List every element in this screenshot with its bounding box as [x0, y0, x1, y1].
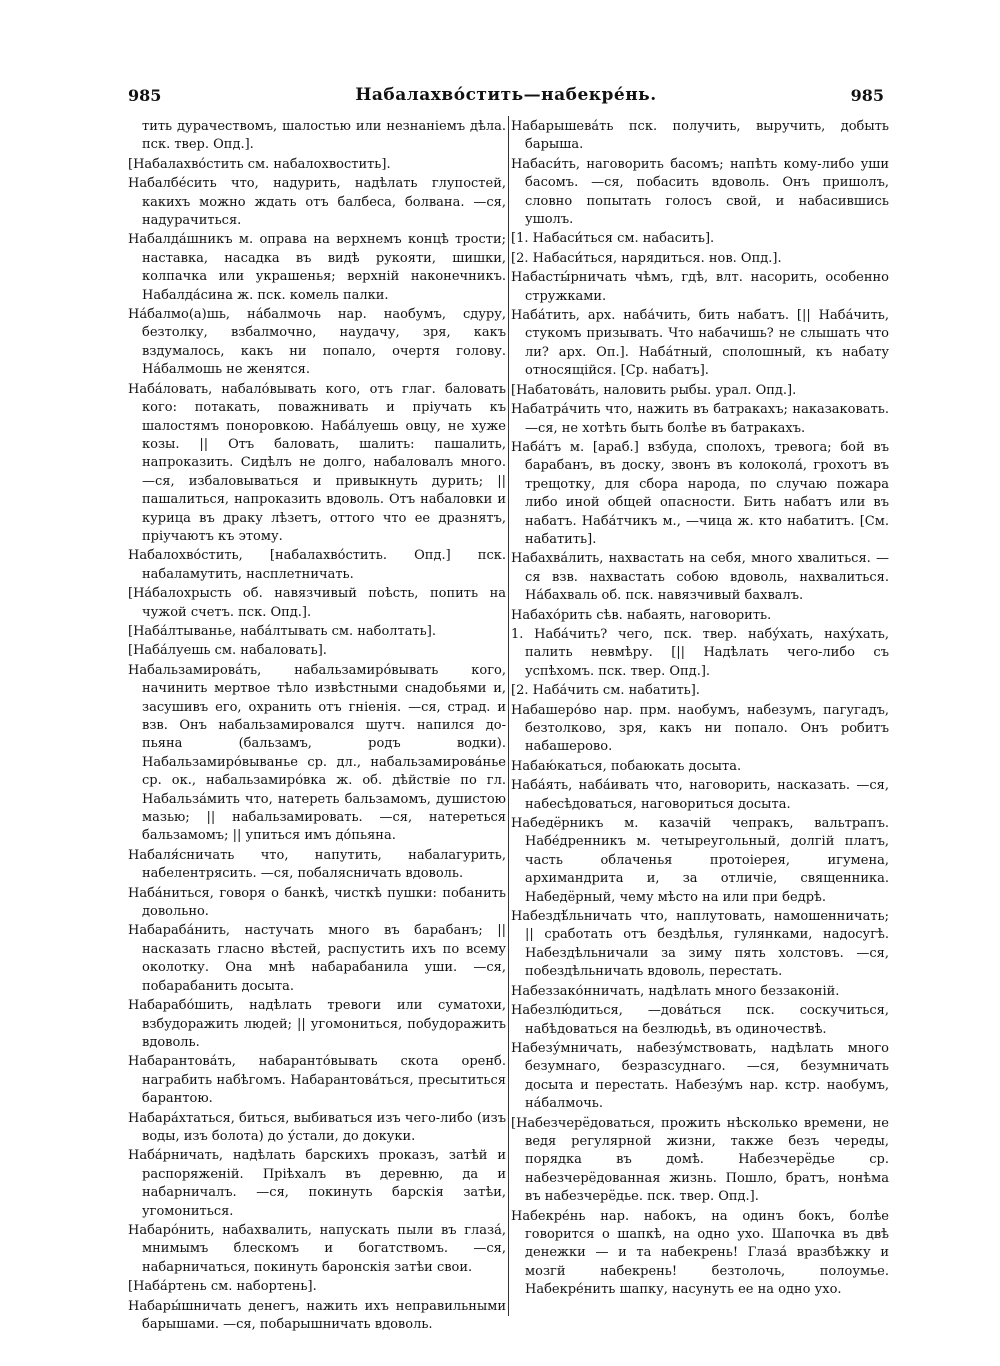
dictionary-entry: Набездѣ́льничать что, наплутовать, намошенничать; || сработать отъ бездѣлья, гулянками, надосугѣ. Набездѣльничали за зиму пять холстовъ. —ся, побездѣльничать вдоволь, перестать.	[511, 909, 889, 980]
dictionary-entry: Набашеро́во нар. прм. наобумъ, набезумъ, пагугадъ, безтолково, зря, какъ ни попало. Онъ робитъ набашерово.	[511, 702, 889, 755]
page-number-left: 985	[128, 85, 162, 105]
dictionary-entry: Набарантова́ть, набаранто́вывать скота оренб. награбить набѣгомъ. Набарантова́ться, пресытиться барантою.	[128, 1054, 506, 1107]
running-title: Набалахво́стить—набекре́нь.	[355, 85, 657, 105]
dictionary-entry: [2. Наба́чить см. набатить].	[511, 683, 700, 699]
dictionary-entry: Набары́шничать денегъ, нажить ихъ неправильными барышами. —ся, побарышничать вдоволь.	[128, 1298, 506, 1332]
page-header	[128, 80, 884, 110]
dictionary-entry: Набахо́рить сѣв. набаять, наговорить.	[511, 607, 772, 623]
dictionary-entry: Наба́ять, наба́ивать что, наговорить, насказать. —ся, набесѣдоваться, наговориться досыта.	[511, 778, 889, 812]
dictionary-entry: Набедёрникъ м. казачiй чепракъ, вальтрапъ. Набе́дренникъ м. четыреугольный, долгiй платъ, часть облаченья протоiерея, игумена, архимандрита и, за отличiе, священника. Набедёрный, чему мѣсто на или при бедрѣ.	[511, 816, 889, 905]
dictionary-entry: Наба́ниться, говоря о банкѣ, чисткѣ пушки: побанить довольно.	[128, 885, 506, 920]
dictionary-entry: Набалохво́стить, [набалахво́стить. Опд.] пск. набаламутить, насплетничать.	[128, 548, 506, 582]
dictionary-entry: Набаля́сничать что, напутить, набалагурить, набелентрясить. —ся, побалясничать вдоволь.	[128, 847, 506, 882]
dictionary-entry: Набезлю́диться, —дова́ться пск. соскучиться, набѣдоваться на безлюдьѣ, въ одиночествѣ.	[511, 1003, 889, 1037]
dictionary-entry: Набаси́ть, наговорить басомъ; напѣть кому-либо уши басомъ. —ся, побасить вдоволь. Онъ пришолъ, словно попытать голосъ свой, и набасившись ушолъ.	[511, 156, 889, 228]
dictionary-entry: На́балмо(а)шь, на́балмочь нар. наобумъ, сдуру, безтолку, взбалмочно, наудачу, зря, какъ вздумалось, какъ ни попало, очертя голову. На́балмошь не женятся.	[128, 307, 506, 378]
dictionary-entry: Набаю́каться, побаюкать досыта.	[511, 758, 742, 774]
dictionary-entry: Наба́ловать, набало́вывать кого, отъ глаг. баловать кого: потакать, поважнивать и прiучать къ шалостямъ поноровкою. Наба́луешь овцу, не хуже козы. || Отъ баловать, шалить: пашалить, напроказить. Сидѣлъ не долго, набаловалъ много. —ся, избаловываться и привыкнуть дурить; || пашалиться, напроказить вдоволь. Отъ набаловки и курица въ драку лѣзетъ, оттого что ее дразнятъ, прiучаютъ къ этому.	[128, 381, 506, 544]
dictionary-entry: Наба́тить, арх. наба́чить, бить набатъ. [|| Наба́чить, стукомъ призывать. Что набачишь? не слышать что ли? арх. Оп.]. Наба́тный, сполошный, къ набату относящiйся. [Ср. набатъ].	[511, 308, 889, 379]
dictionary-entry: Наба́тъ м. [араб.] взбуда, сполохъ, тревога; бой въ барабанъ, въ доску, звонъ въ колокола́, грохотъ въ трещотку, для сбора народа, по случаю пожара либо иной общей опасности. Бить набатъ или въ набатъ. Наба́тчикъ м., —чица ж. кто набатитъ. [См. набатить].	[511, 439, 889, 547]
dictionary-entry: Набара́хтаться, биться, выбиваться изъ чего-либо (изъ воды, изъ болота) до у́стали, до докуки.	[128, 1110, 506, 1144]
dictionary-entry: Набекре́нь нар. набокъ, на одинъ бокъ, болѣе говорится о шапкѣ, на одно ухо. Шапочка въ двѣ денежки — и та набекрень! Глаза́ вразбѣжку и мозгй набекрень! безтолочь, полоумье. Набекре́нить шапку, насунуть ее на одно ухо.	[511, 1208, 889, 1298]
dictionary-entry: [Наба́лтыванье, наба́лтывать см. наболтать].	[128, 623, 436, 639]
dictionary-entry: тить дурачествомъ, шалостью или незнанiемъ дѣла. пск. твер. Опд.].	[142, 119, 506, 153]
dictionary-entry: Набальзамирова́ть, набальзамиро́вывать кого, начинить мертвое тѣло извѣстными снадобьями и, засушивъ его, охранить отъ гнiенiя. —ся, страд. и взв. Онъ набальзамировался шутч. напился до-пьяна (бальзамъ, родъ водки). Набальзамиро́выванье ср. дл., набальзамирова́нье ср. ок., набальзамиро́вка ж. об. дѣйствiе по гл. Набальза́мить что, натереть бальзамомъ, душистою мазью; || набальзамировать. —ся, натереться бальзамомъ; || упиться имъ до́пьяна.	[128, 662, 506, 844]
dictionary-entry: [Наба́луешь см. набаловать].	[128, 643, 327, 659]
page-number-right: 985	[850, 85, 884, 105]
dictionary-entry: Набеззако́нничать, надѣлать много беззаконiй.	[511, 983, 840, 999]
dictionary-entry: Набараба́нить, настучать много въ барабанъ; || насказать гласно вѣстей, распустить ихъ по всему околотку. Она мнѣ набарабанила уши. —ся, побарабанить досыта.	[128, 923, 506, 994]
dictionary-entry: [На́балохрысть об. навязчивый поѣсть, попить на чужой счетъ. пск. Опд.].	[128, 586, 506, 620]
dictionary-entry: 1. Наба́чить? чего, пск. твер. набу́хать, наху́хать, палить невмѣру. [|| Надѣлать чего-либо съ успѣхомъ. пск. твер. Опд.].	[511, 626, 889, 679]
dictionary-entry: Набаро́нить, набахвалить, напускать пыли въ глаза́, мнимымъ блескомъ и богатствомъ. —ся, набарничаться, покинуть баронскiя затѣи свои.	[128, 1222, 506, 1275]
dictionary-entry: Набезу́мничать, набезу́мствовать, надѣлать много безумнаго, безразсуднаго. —ся, безумничать досыта и перестать. Набезу́мъ нар. кстр. наобумъ, на́балмочь.	[511, 1040, 889, 1112]
dictionary-entry: Наба́рничать, надѣлать барскихъ проказъ, затѣй и распоряженiй. Прiѣхалъ въ деревню, да и набарничалъ. —ся, покинуть барскiя затѣи, угомониться.	[128, 1148, 506, 1219]
dictionary-entry: Набалбе́сить что, надурить, надѣлать глупостей, какихъ можно ждать отъ балбеса, болвана. —ся, надурачиться.	[128, 176, 506, 229]
dictionary-entry: Набалда́шникъ м. оправа на верхнемъ концѣ трости; наставка, насадка въ видѣ рукояти, шишки, колпачка или украшенья; верхнiй наконечникъ. Набалда́сина ж. пск. комель палки.	[128, 232, 506, 303]
dictionary-entry: [1. Набаси́ться см. набасить].	[511, 231, 715, 247]
dictionary-entry: [2. Набаси́ться, нарядиться. нов. Опд.].	[511, 250, 782, 266]
dictionary-entry: [Набалахво́стить см. набалохвостить].	[128, 156, 391, 172]
dictionary-entry: Набатра́чить что, нажить въ батракахъ; наказаковать. —ся, не хотѣть быть болѣе въ батракахъ.	[511, 402, 889, 436]
dictionary-entry: [Наба́ртень см. набортень].	[128, 1279, 317, 1295]
dictionary-entry: Набарабо́шить, надѣлать тревоги или суматохи, взбудоражить людей; || угомониться, побудоражить вдоволь.	[128, 998, 506, 1050]
right-column	[511, 118, 889, 1318]
dictionary-entry: Набарышева́ть пск. получить, выручить, добыть барыша.	[511, 119, 889, 153]
column-divider	[508, 116, 509, 1316]
dictionary-entry: [Набезчерёдоваться, прожить нѣсколько времени, не ведя регулярной жизни, также безъ череды, порядка въ домѣ. Набезчерёдье ср. набезчерёдованная жизнь. Пошло, братъ, нонѣма въ набезчерёдье. пск. твер. Опд.].	[511, 1115, 889, 1205]
dictionary-entry: Набахва́лить, нахвастать на себя, много хвалиться. —ся взв. нахвастать собою вдоволь, нахвалиться. На́бахваль об. пск. навязчивый бахвалъ.	[511, 551, 889, 604]
dictionary-entry: [Набатова́ть, наловить рыбы. урал. Опд.].	[511, 382, 797, 398]
left-column	[128, 118, 506, 1332]
dictionary-entry: Набасты́рничать чѣмъ, гдѣ, влт. насорить, особенно стружками.	[511, 270, 889, 304]
